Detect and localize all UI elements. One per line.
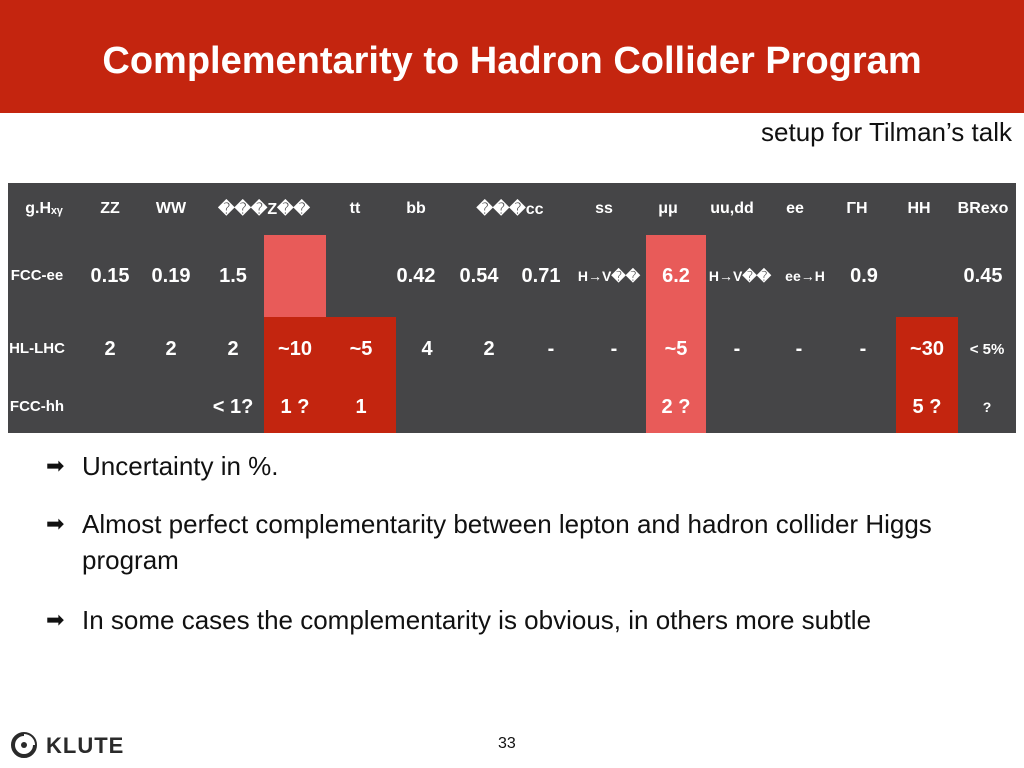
- klute-logo: KLUTE: [10, 729, 160, 763]
- header-bb: bb: [406, 200, 426, 217]
- header-zz: ZZ: [100, 200, 120, 217]
- coupling-table: [8, 183, 1016, 433]
- row-label-hl-lhc: HL-LHC: [9, 340, 65, 357]
- header-gHXY: g.Hₓᵧ: [25, 200, 63, 217]
- cell-fcchh-mumu: 2 ?: [646, 381, 706, 433]
- row-label-fcc-ee: FCC-ee: [10, 267, 64, 284]
- cell-hllhc-zz: 2: [104, 337, 116, 360]
- cell-hllhc-gammah: -: [859, 337, 867, 360]
- cell-fccee-ss: H→V��: [577, 267, 641, 284]
- table-header-row: [8, 183, 1016, 235]
- cell-hllhc-bb: 4: [421, 337, 433, 360]
- header-uudd: uu,dd: [710, 200, 754, 217]
- header-zgamma: ���Z��: [218, 201, 310, 218]
- header-gammah: ΓH: [846, 200, 868, 217]
- cell-hllhc-zgamma: ~10: [264, 317, 326, 381]
- header-mumu: μμ: [658, 200, 678, 217]
- cell-fccee-zz: 0.15: [90, 264, 130, 287]
- cell-fccee-mumu: 6.2: [646, 235, 706, 317]
- logo-mark-icon: [10, 731, 38, 759]
- header-ss: ss: [595, 200, 613, 217]
- arrow-icon: ➡: [46, 511, 65, 536]
- cell-hllhc-mumu: ~5: [646, 317, 706, 381]
- cell-hllhc-ee: -: [795, 337, 803, 360]
- row-label-fcc-hh: FCC-hh: [9, 398, 65, 415]
- header-ee: ee: [786, 200, 804, 217]
- cell-fccee-ww: 0.19: [151, 264, 191, 287]
- cell-fcchh-hh: 5 ?: [896, 381, 958, 433]
- cell-fccee-cc: 0.71: [521, 264, 561, 287]
- slide-subtitle: setup for Tilman’s talk: [761, 117, 1012, 147]
- cell-hllhc-brexo: < 5%: [969, 340, 1005, 358]
- table-row-fcc-ee: [8, 235, 1016, 317]
- cell-fccee-bb: 0.42: [396, 264, 436, 287]
- cell-fccee-zgamma: 1.5: [219, 264, 247, 287]
- cell-fccee-uudd: H→V��: [708, 267, 772, 284]
- cell-hllhc-gz: 2: [227, 337, 239, 360]
- cell-hllhc-hh: ~30: [896, 317, 958, 381]
- table-row-fcc-hh: [8, 381, 1016, 433]
- cell-fccee-gammah: 0.9: [850, 264, 878, 287]
- cell-fccee-brexo: 0.45: [963, 264, 1003, 287]
- page-number: 33: [498, 735, 516, 752]
- cell-fcchh-zgamma: 1 ?: [264, 381, 326, 433]
- arrow-icon: ➡: [46, 607, 65, 632]
- cell-hllhc-ss: -: [610, 337, 618, 360]
- header-hh: HH: [907, 200, 931, 217]
- cell-fccee-ee: ee→H: [785, 268, 825, 284]
- header-cc: ���cc: [476, 201, 544, 218]
- slide-title: Complementarity to Hadron Collider Program: [102, 40, 922, 82]
- header-brexo: BRexo: [957, 200, 1009, 217]
- header-tt: tt: [349, 200, 361, 217]
- cell-fccee-gc: 0.54: [459, 264, 499, 287]
- cell-hllhc-tt: ~5: [326, 317, 396, 381]
- cell-fcchh-gz: < 1?: [212, 395, 254, 418]
- title-bar: [0, 0, 1024, 113]
- cell-hllhc-ww: 2: [165, 337, 177, 360]
- arrow-icon: ➡: [46, 453, 65, 478]
- cell-fcchh-tt: 1: [326, 381, 396, 433]
- cell-hllhc-uudd: -: [733, 337, 741, 360]
- table-row-hl-lhc: [8, 317, 1016, 381]
- cell-hllhc-gg: -: [547, 337, 555, 360]
- cell-hllhc-cc: 2: [483, 337, 495, 360]
- cell-fccee-zgamma-empty: [264, 235, 326, 317]
- header-ww: WW: [155, 200, 187, 217]
- cell-fcchh-brexo: ?: [982, 399, 992, 415]
